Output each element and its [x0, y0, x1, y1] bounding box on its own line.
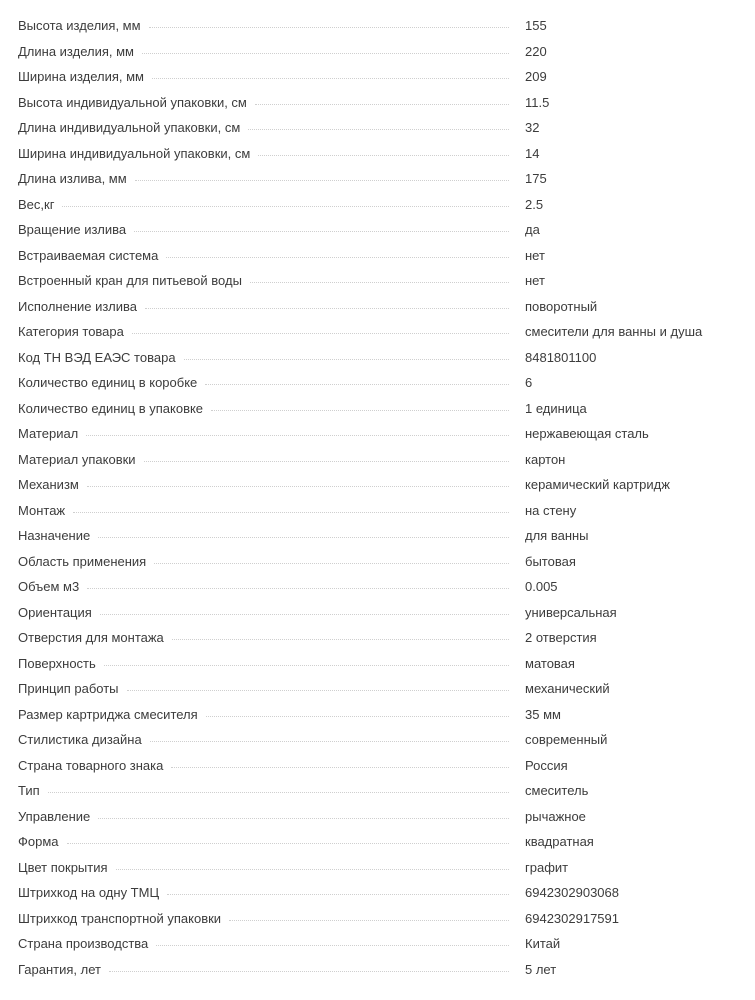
spec-row	[0, 600, 755, 626]
dotted-leader	[171, 767, 509, 768]
spec-row	[0, 13, 755, 39]
dotted-leader	[104, 665, 509, 666]
spec-label: Ширина изделия, мм	[18, 69, 144, 85]
spec-row	[0, 753, 755, 779]
dotted-leader	[156, 945, 509, 946]
dotted-leader	[154, 563, 509, 564]
spec-label: Код ТН ВЭД ЕАЭС товара	[18, 349, 176, 365]
spec-value: картон	[525, 451, 566, 467]
spec-row	[0, 625, 755, 651]
spec-label: Поверхность	[18, 655, 96, 671]
dotted-leader	[62, 206, 509, 207]
spec-row	[0, 804, 755, 830]
spec-row	[0, 192, 755, 218]
spec-value: да	[525, 222, 540, 238]
dotted-leader	[144, 461, 509, 462]
spec-row	[0, 39, 755, 65]
spec-row	[0, 498, 755, 524]
spec-row	[0, 64, 755, 90]
dotted-leader	[132, 333, 509, 334]
spec-label: Стилистика дизайна	[18, 732, 142, 748]
spec-row	[0, 345, 755, 371]
spec-value: 155	[525, 18, 547, 34]
dotted-leader	[258, 155, 509, 156]
spec-label: Гарантия, лет	[18, 961, 101, 977]
spec-value: 175	[525, 171, 547, 187]
spec-value: 0.005	[525, 579, 558, 595]
spec-label: Материал	[18, 426, 79, 442]
spec-label: Механизм	[18, 477, 79, 493]
spec-row	[0, 906, 755, 932]
spec-value: 5 лет	[525, 961, 557, 977]
spec-row	[0, 931, 755, 957]
spec-row	[0, 294, 755, 320]
spec-value: универсальная	[525, 604, 617, 620]
dotted-leader	[127, 690, 509, 691]
spec-row	[0, 447, 755, 473]
spec-row	[0, 370, 755, 396]
dotted-leader	[152, 78, 509, 79]
spec-value: бытовая	[525, 553, 576, 569]
spec-value: 6942302903068	[525, 885, 619, 901]
spec-value: квадратная	[525, 834, 594, 850]
spec-value: для ванны	[525, 528, 589, 544]
dotted-leader	[135, 180, 509, 181]
spec-row	[0, 115, 755, 141]
dotted-leader	[211, 410, 509, 411]
spec-label: Исполнение излива	[18, 298, 138, 314]
spec-value: Россия	[525, 757, 568, 773]
dotted-leader	[248, 129, 509, 130]
spec-label: Назначение	[18, 528, 91, 544]
dotted-leader	[206, 716, 509, 717]
spec-label: Высота изделия, мм	[18, 18, 141, 34]
spec-value: 11.5	[525, 94, 550, 110]
spec-label: Количество единиц в коробке	[18, 375, 198, 391]
dotted-leader	[150, 741, 509, 742]
spec-row	[0, 829, 755, 855]
dotted-leader	[109, 971, 509, 972]
specifications-list	[0, 13, 755, 982]
dotted-leader	[48, 792, 509, 793]
spec-label: Отверстия для монтажа	[18, 630, 164, 646]
dotted-leader	[142, 53, 509, 54]
spec-label: Область применения	[18, 553, 147, 569]
spec-row	[0, 396, 755, 422]
dotted-leader	[145, 308, 509, 309]
dotted-leader	[116, 869, 509, 870]
spec-label: Тип	[18, 783, 40, 799]
spec-value: 6	[525, 375, 533, 391]
spec-row	[0, 778, 755, 804]
spec-label: Количество единиц в упаковке	[18, 400, 204, 416]
spec-label: Размер картриджа смесителя	[18, 706, 198, 722]
spec-label: Вращение излива	[18, 222, 127, 238]
spec-row	[0, 549, 755, 575]
spec-value: на стену	[525, 502, 577, 518]
spec-row	[0, 217, 755, 243]
spec-value: нет	[525, 273, 545, 289]
spec-value: 8481801100	[525, 349, 597, 365]
dotted-leader	[67, 843, 509, 844]
spec-value: керамический картридж	[525, 477, 670, 493]
spec-label: Страна товарного знака	[18, 757, 164, 773]
dotted-leader	[98, 537, 509, 538]
spec-label: Категория товара	[18, 324, 124, 340]
spec-row	[0, 472, 755, 498]
dotted-leader	[98, 818, 509, 819]
spec-label: Управление	[18, 808, 91, 824]
spec-label: Встраиваемая система	[18, 247, 159, 263]
spec-row	[0, 90, 755, 116]
spec-label: Ориентация	[18, 604, 92, 620]
dotted-leader	[86, 435, 509, 436]
spec-row	[0, 141, 755, 167]
dotted-leader	[172, 639, 509, 640]
dotted-leader	[167, 894, 509, 895]
spec-value: нержавеющая сталь	[525, 426, 649, 442]
spec-value: 209	[525, 69, 547, 85]
spec-value: 220	[525, 43, 547, 59]
spec-value: рычажное	[525, 808, 586, 824]
spec-value: 6942302917591	[525, 910, 619, 926]
spec-value: современный	[525, 732, 608, 748]
spec-label: Высота индивидуальной упаковки, см	[18, 94, 247, 110]
spec-value: 2 отверстия	[525, 630, 597, 646]
spec-label: Форма	[18, 834, 59, 850]
spec-value: 1 единица	[525, 400, 587, 416]
spec-value: 35 мм	[525, 706, 561, 722]
spec-label: Штрихкод транспортной упаковки	[18, 910, 222, 926]
spec-value: матовая	[525, 655, 575, 671]
dotted-leader	[87, 486, 509, 487]
spec-value: 14	[525, 145, 540, 161]
dotted-leader	[229, 920, 509, 921]
spec-row	[0, 574, 755, 600]
spec-value: поворотный	[525, 298, 598, 314]
spec-value: 2.5	[525, 196, 544, 212]
spec-label: Принцип работы	[18, 681, 119, 697]
spec-row	[0, 651, 755, 677]
spec-row	[0, 166, 755, 192]
spec-row	[0, 268, 755, 294]
dotted-leader	[149, 27, 509, 28]
dotted-leader	[250, 282, 509, 283]
dotted-leader	[100, 614, 509, 615]
spec-row	[0, 523, 755, 549]
spec-label: Вес,кг	[18, 196, 55, 212]
spec-value: графит	[525, 859, 569, 875]
spec-label: Штрихкод на одну ТМЦ	[18, 885, 160, 901]
spec-label: Цвет покрытия	[18, 859, 108, 875]
dotted-leader	[166, 257, 509, 258]
spec-label: Монтаж	[18, 502, 66, 518]
spec-row	[0, 880, 755, 906]
dotted-leader	[205, 384, 509, 385]
dotted-leader	[184, 359, 509, 360]
spec-value: механический	[525, 681, 610, 697]
spec-label: Длина индивидуальной упаковки, см	[18, 120, 241, 136]
spec-label: Встроенный кран для питьевой воды	[18, 273, 242, 289]
spec-value: смеситель	[525, 783, 589, 799]
spec-label: Объем м3	[18, 579, 80, 595]
spec-label: Длина изделия, мм	[18, 43, 134, 59]
spec-value: Китай	[525, 936, 561, 952]
spec-row	[0, 957, 755, 983]
spec-label: Страна производства	[18, 936, 149, 952]
spec-label: Ширина индивидуальной упаковки, см	[18, 145, 251, 161]
spec-value: 32	[525, 120, 540, 136]
dotted-leader	[73, 512, 509, 513]
spec-row	[0, 727, 755, 753]
spec-row	[0, 243, 755, 269]
dotted-leader	[134, 231, 509, 232]
dotted-leader	[255, 104, 509, 105]
spec-row	[0, 702, 755, 728]
spec-row	[0, 421, 755, 447]
spec-value: смесители для ванны и душа	[525, 324, 703, 340]
spec-label: Длина излива, мм	[18, 171, 127, 187]
spec-value: нет	[525, 247, 545, 263]
spec-row	[0, 319, 755, 345]
spec-row	[0, 855, 755, 881]
dotted-leader	[87, 588, 509, 589]
spec-label: Материал упаковки	[18, 451, 136, 467]
spec-row	[0, 676, 755, 702]
